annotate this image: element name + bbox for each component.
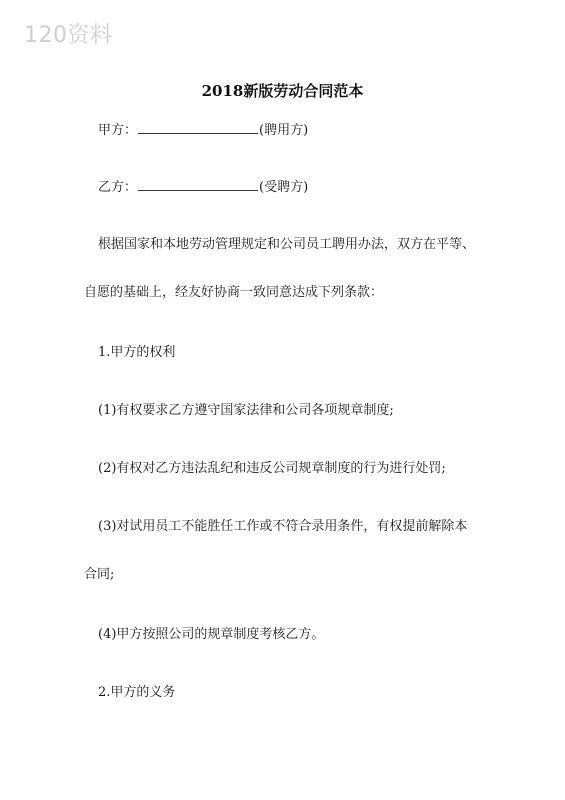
party-b-suffix: (受聘方) [259,180,309,195]
list-item: (4)甲方按照公司的规章制度考核乙方。 [98,627,325,642]
watermark-logo: 120资料 [24,23,113,48]
party-b-blank [138,178,258,191]
party-a-blank [138,121,258,134]
party-a-line [98,121,308,140]
list-item-continuation: 合同; [84,567,115,582]
section-heading-2: 2.甲方的义务 [98,685,176,700]
party-a-suffix: (聘用方) [259,123,309,138]
intro-paragraph-line-1: 根据国家和本地劳动管理规定和公司员工聘用办法，双方在平等、 [98,237,476,252]
party-b-line [98,178,308,197]
document-title: 2018新版劳动合同范本 [201,82,364,100]
section-heading-1: 1.甲方的权利 [98,345,176,360]
list-item: (3)对试用员工不能胜任工作或不符合录用条件，有权提前解除本 [98,519,468,534]
intro-paragraph-line-2: 自愿的基础上，经友好协商一致同意达成下列条款： [84,285,384,300]
party-a-label: 甲方： [98,123,138,138]
list-item: (1)有权要求乙方遵守国家法律和公司各项规章制度; [98,403,394,418]
party-b-label: 乙方： [98,180,138,195]
list-item: (2)有权对乙方违法乱纪和违反公司规章制度的行为进行处罚; [98,461,446,476]
